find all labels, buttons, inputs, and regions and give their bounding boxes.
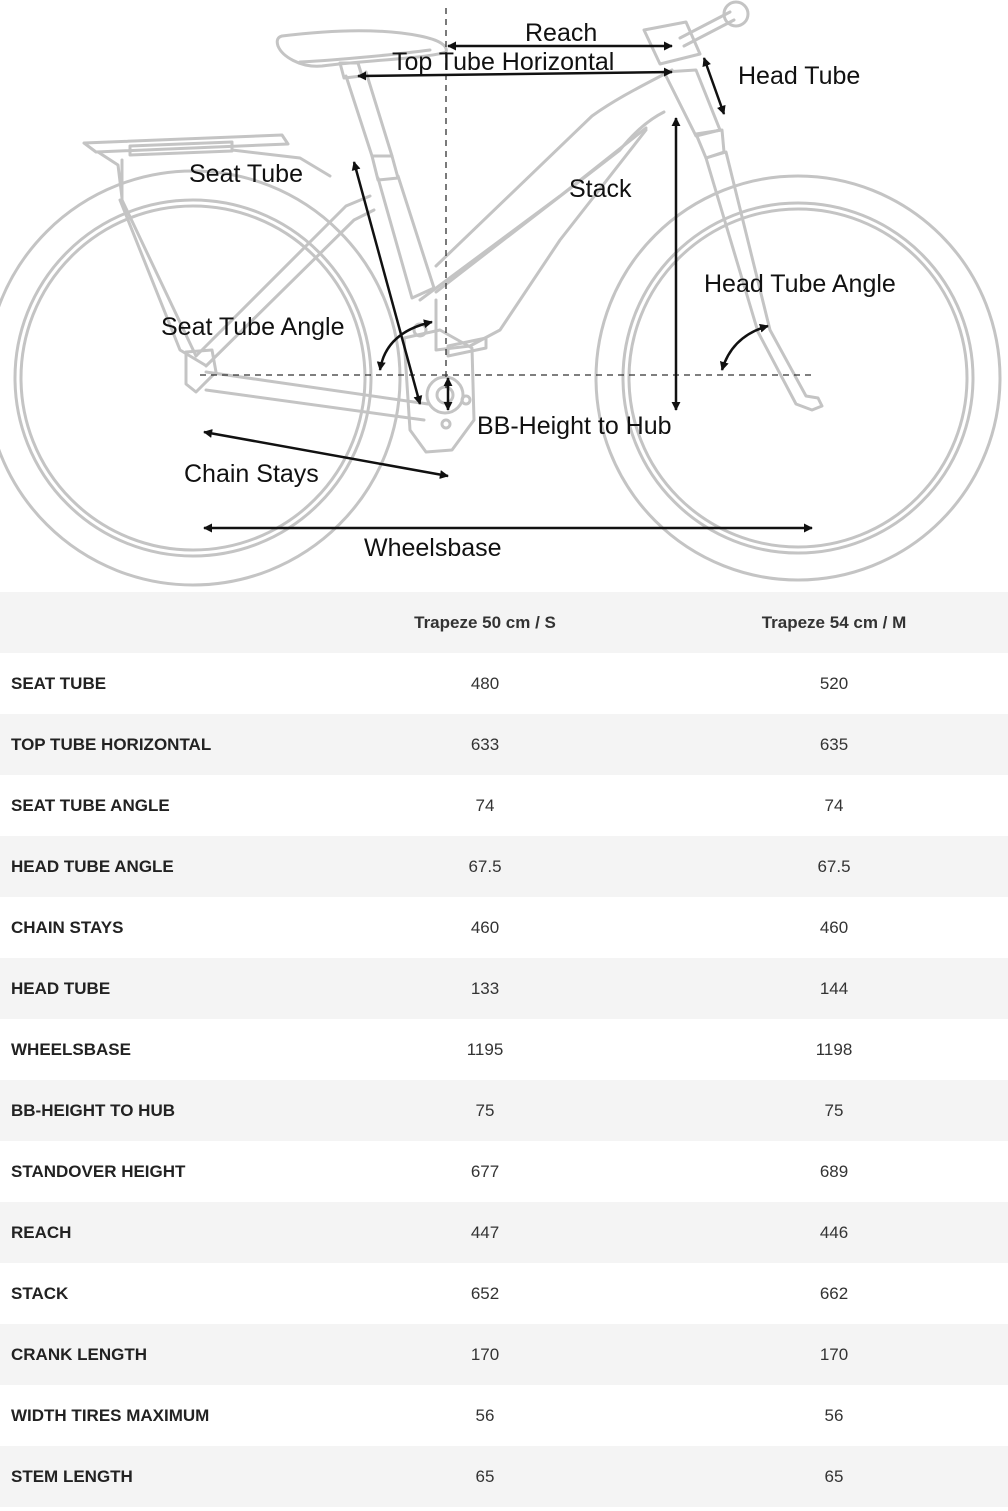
row-label: REACH [0,1202,310,1263]
row-value-s: 170 [310,1324,660,1385]
row-label: WIDTH TIRES MAXIMUM [11,1405,210,1425]
row-label: STEM LENGTH [0,1446,310,1507]
row-label: SEAT TUBE ANGLE [11,795,170,815]
row-value-m: 689 [819,1161,849,1181]
row-value-m: 74 [824,795,844,815]
label-head-tube-angle: Head Tube Angle [704,270,896,298]
row-label: TOP TUBE HORIZONTAL [0,714,310,775]
row-value-s: 65 [310,1446,660,1507]
row-label: BB-HEIGHT TO HUB [0,1080,310,1141]
label-reach: Reach [525,19,598,47]
table-header-row [0,592,1008,653]
row-value-s: 633 [310,714,660,775]
table-row [0,1141,1008,1202]
row-value-m: 65 [660,1446,1008,1507]
table-row [0,897,1008,958]
table-row [0,1446,1008,1507]
row-value-m: 635 [660,714,1008,775]
label-seat-tube: Seat Tube [189,160,303,188]
row-label: CHAIN STAYS [11,917,124,937]
head-tube-arrow [704,58,724,114]
label-seat-tube-angle: Seat Tube Angle [161,313,345,341]
row-value-s: 447 [310,1202,660,1263]
row-value-m: 67.5 [660,836,1008,897]
table-row [0,1385,1008,1446]
row-value-m: 662 [819,1283,849,1303]
label-stack: Stack [569,175,632,203]
row-label: CRANK LENGTH [0,1324,310,1385]
table-row [0,775,1008,836]
row-label: HEAD TUBE [0,958,310,1019]
row-value-m: 170 [660,1324,1008,1385]
row-value-s: 74 [475,795,495,815]
row-value-m: 144 [660,958,1008,1019]
head-tube-fork [664,70,822,410]
header-size-s: Trapeze 50 cm / S [310,592,660,653]
label-top-tube-horizontal: Top Tube Horizontal [392,48,615,76]
table-row [0,1324,1008,1385]
row-value-m: 520 [819,673,849,693]
table-row [0,1080,1008,1141]
label-wheelsbase: Wheelsbase [364,534,502,562]
row-value-s: 460 [470,917,500,937]
table-row [0,1202,1008,1263]
bike-geometry-diagram [0,0,1008,592]
table-row [0,653,1008,714]
table-row [0,1019,1008,1080]
label-bb-height-to-hub: BB-Height to Hub [477,412,672,440]
header-parameter [0,592,310,653]
row-value-m: 56 [824,1405,844,1425]
label-head-tube: Head Tube [738,62,861,90]
row-label: WHEELSBASE [11,1039,131,1059]
row-value-s: 133 [310,958,660,1019]
row-value-m: 1198 [815,1039,853,1059]
row-label: STACK [11,1283,69,1303]
table-row [0,1263,1008,1324]
row-value-s: 67.5 [310,836,660,897]
stem-handlebar [644,2,748,64]
row-label: SEAT TUBE [11,673,107,693]
label-chain-stays: Chain Stays [184,460,319,488]
row-value-m: 75 [660,1080,1008,1141]
row-value-s: 677 [470,1161,500,1181]
row-value-s: 1195 [466,1039,504,1059]
row-value-s: 56 [475,1405,495,1425]
row-value-m: 460 [819,917,849,937]
row-label: HEAD TUBE ANGLE [0,836,310,897]
row-label: STANDOVER HEIGHT [11,1161,186,1181]
row-value-s: 652 [470,1283,500,1303]
row-value-m: 446 [660,1202,1008,1263]
geometry-table [0,592,1008,1507]
table-row [0,714,1008,775]
table-row [0,958,1008,1019]
head-tube-angle-arc [722,326,768,370]
header-size-m: Trapeze 54 cm / M [660,592,1008,653]
row-value-s: 75 [310,1080,660,1141]
row-value-s: 480 [470,673,500,693]
front-wheel [596,176,1000,580]
table-row [0,836,1008,897]
